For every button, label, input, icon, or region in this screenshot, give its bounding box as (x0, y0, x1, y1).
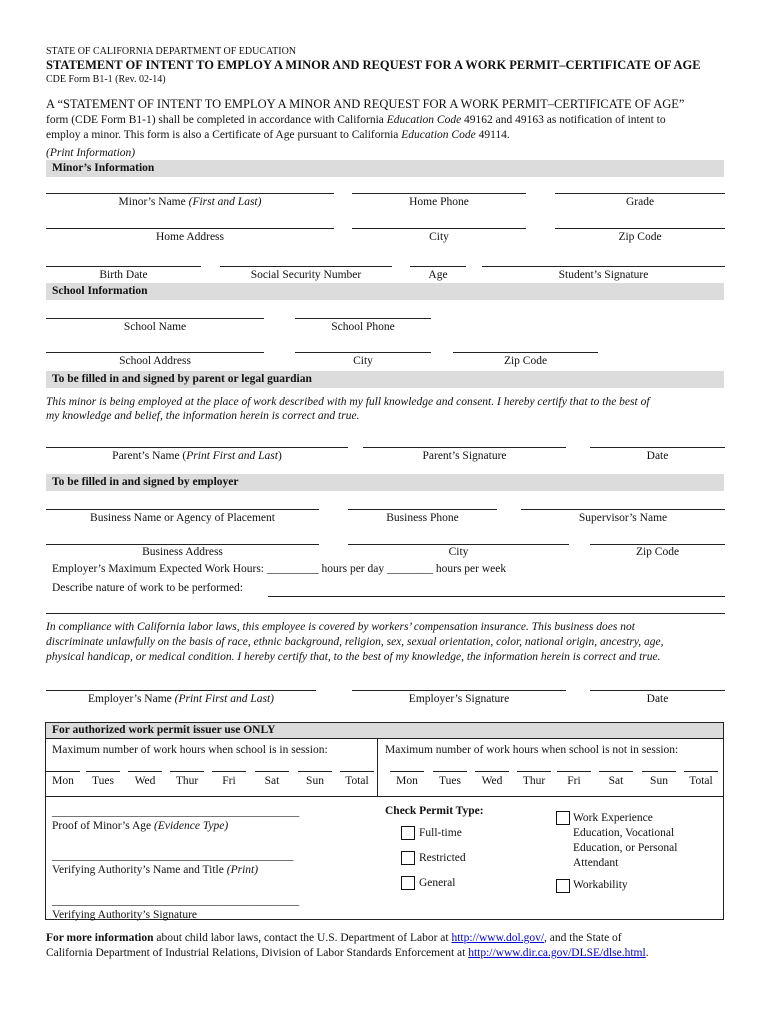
employer-signature-label: Employer’s Signature (408, 693, 510, 705)
birth-date-label: Birth Date (99, 269, 148, 281)
home-phone-label: Home Phone (409, 196, 469, 208)
birth-date-field[interactable] (46, 266, 201, 267)
minor-zip-field[interactable] (555, 228, 725, 229)
in-session-tues-hours-field[interactable] (86, 771, 120, 772)
minor-zip-label: Zip Code (618, 231, 662, 243)
school-zip-field[interactable] (453, 352, 598, 353)
hours-per-week-field[interactable]: ________ (386, 563, 433, 575)
age-label: Age (428, 269, 448, 281)
parent-date-field[interactable] (590, 447, 725, 448)
general-label: General (419, 877, 456, 889)
school-city-label: City (353, 355, 373, 367)
school-city-field[interactable] (295, 352, 431, 353)
business-name-field[interactable] (46, 509, 319, 510)
not-in-session-wed-label: Wed (481, 775, 503, 787)
not-in-session-tues-label: Tues (439, 775, 461, 787)
verifying-name-field[interactable]: __________________________________________ (52, 850, 294, 862)
school-address-field[interactable] (46, 352, 264, 353)
business-zip-field[interactable] (590, 544, 725, 545)
hours-per-day-field[interactable]: _________ (266, 563, 319, 575)
minor-city-field[interactable] (352, 228, 526, 229)
minor-city-label: City (429, 231, 449, 243)
in-session-sun-label: Sun (306, 775, 324, 787)
restricted-checkbox[interactable] (401, 851, 415, 865)
in-session-label: Maximum number of work hours when school is in session: (52, 744, 328, 756)
nature-of-work-label: Describe nature of work to be performed: (52, 582, 243, 594)
in-session-total-hours-field[interactable] (340, 771, 374, 772)
compliance-line-2: discriminate unlawfully on the basis of race, ethnic background, religion, sex, sexual orientation, color, national origin, ancestry, age, (46, 636, 664, 648)
business-phone-field[interactable] (348, 509, 497, 510)
grade-field[interactable] (555, 193, 725, 194)
nature-of-work-field-2[interactable] (46, 613, 725, 614)
parent-statement-1: This minor is being employed at the place of work described with my full knowledge and consent. I hereby certify that to the best of (46, 396, 650, 408)
proof-of-age-field[interactable]: ___________________________________________ (52, 806, 300, 818)
work-experience-label-2: Education, Vocational (573, 827, 675, 839)
footer-line-1: For more information about child labor laws, contact the U.S. Department of Labor at http://www.dol.gov/, and the State of (46, 932, 622, 944)
in-session-mon-hours-field[interactable] (46, 771, 80, 772)
supervisor-name-label: Supervisor’s Name (578, 512, 668, 524)
school-address-label: School Address (119, 355, 191, 367)
parent-signature-label: Parent’s Signature (422, 450, 507, 462)
not-in-session-thur-label: Thur (522, 775, 546, 787)
in-session-tues-label: Tues (92, 775, 114, 787)
employer-signature-field[interactable] (352, 690, 566, 691)
not-in-session-wed-hours-field[interactable] (475, 771, 509, 772)
not-in-session-fri-hours-field[interactable] (557, 771, 591, 772)
in-session-sat-label: Sat (264, 775, 280, 787)
in-session-fri-hours-field[interactable] (212, 771, 246, 772)
student-signature-label: Student’s Signature (558, 269, 649, 281)
business-name-label: Business Name or Agency of Placement (90, 512, 275, 524)
school-name-field[interactable] (46, 318, 264, 319)
ssn-label: Social Security Number (250, 269, 362, 281)
form-title: STATEMENT OF INTENT TO EMPLOY A MINOR AND REQUEST FOR A WORK PERMIT–CERTIFICATE OF AGE (46, 58, 701, 72)
school-section-header: School Information (46, 283, 724, 300)
employer-date-label: Date (646, 693, 669, 705)
work-experience-label-4: Attendant (573, 857, 619, 869)
grade-label: Grade (625, 196, 655, 208)
intro-line-1: A “STATEMENT OF INTENT TO EMPLOY A MINOR AND REQUEST FOR A WORK PERMIT–CERTIFICATE OF AGE” (46, 97, 685, 111)
intro-line-3: employ a minor. This form is also a Certificate of Age pursuant to California Education Code 49114. (46, 129, 510, 141)
not-in-session-sun-hours-field[interactable] (642, 771, 676, 772)
not-in-session-sat-hours-field[interactable] (599, 771, 633, 772)
parent-section-header: To be filled in and signed by parent or legal guardian (46, 371, 724, 388)
dol-link[interactable]: http://www.dol.gov/ (451, 932, 545, 944)
in-session-fri-label: Fri (222, 775, 236, 787)
business-city-field[interactable] (348, 544, 569, 545)
employer-section-header: To be filled in and signed by employer (46, 474, 724, 491)
business-zip-label: Zip Code (635, 546, 680, 558)
minor-name-label: Minor’s Name (First and Last) (118, 196, 262, 208)
ssn-field[interactable] (220, 266, 392, 267)
school-phone-field[interactable] (295, 318, 431, 319)
in-session-thur-hours-field[interactable] (170, 771, 204, 772)
employer-name-field[interactable] (46, 690, 316, 691)
general-checkbox[interactable] (401, 876, 415, 890)
not-in-session-label: Maximum number of work hours when school is not in session: (385, 744, 679, 756)
intro-line-2: form (CDE Form B1-1) shall be completed in accordance with California Education Code 49162 and 49163 as notification of intent to (46, 114, 666, 126)
restricted-label: Restricted (419, 852, 466, 864)
not-in-session-mon-label: Mon (396, 775, 418, 787)
workability-label: Workability (573, 879, 628, 891)
school-phone-label: School Phone (331, 321, 395, 333)
dlse-link[interactable]: http://www.dir.ca.gov/DLSE/dlse.html (468, 947, 646, 959)
home-address-field[interactable] (46, 228, 334, 229)
in-session-sat-hours-field[interactable] (255, 771, 289, 772)
full-time-checkbox[interactable] (401, 826, 415, 840)
agency-name: STATE OF CALIFORNIA DEPARTMENT OF EDUCATION (46, 46, 297, 57)
in-session-wed-hours-field[interactable] (128, 771, 162, 772)
not-in-session-tues-hours-field[interactable] (433, 771, 467, 772)
supervisor-name-field[interactable] (521, 509, 725, 510)
parent-name-label: Parent’s Name (Print First and Last) (112, 450, 282, 462)
compliance-line-1: In compliance with California labor laws, this employee is covered by workers’ compensation insurance. This business does not (46, 621, 635, 633)
work-experience-label-1: Work Experience (573, 812, 653, 824)
business-address-label: Business Address (142, 546, 223, 558)
business-phone-label: Business Phone (386, 512, 459, 524)
age-field[interactable] (410, 266, 466, 267)
nature-of-work-field[interactable] (268, 596, 725, 597)
in-session-wed-label: Wed (134, 775, 156, 787)
check-permit-type-label: Check Permit Type: (385, 805, 484, 817)
compliance-line-3: physical handicap, or medical condition. I hereby certify that, to the best of my knowledge, the information herein is correct and true. (46, 651, 661, 663)
employer-name-label: Employer’s Name (Print First and Last) (87, 693, 274, 705)
form-id: CDE Form B1-1 (Rev. 02-14) (46, 74, 166, 85)
issuer-header: For authorized work permit issuer use ONLY (46, 723, 723, 738)
verifying-signature-label: Verifying Authority’s Signature (52, 909, 198, 921)
not-in-session-total-hours-field[interactable] (684, 771, 718, 772)
verifying-name-label: Verifying Authority’s Name and Title (Print) (52, 864, 259, 876)
parent-signature-field[interactable] (363, 447, 566, 448)
not-in-session-total-label: Total (689, 775, 713, 787)
business-address-field[interactable] (46, 544, 319, 545)
print-note: (Print Information) (46, 147, 136, 159)
student-signature-field[interactable] (482, 266, 725, 267)
in-session-total-label: Total (345, 775, 369, 787)
work-experience-label-3: Education, or Personal (573, 842, 678, 854)
footer-line-2: California Department of Industrial Relations, Division of Labor Standards Enforcement at http://www.dir.ca.gov/DLSE/dlse.html. (46, 947, 649, 959)
full-time-label: Full-time (419, 827, 462, 839)
home-phone-field[interactable] (352, 193, 526, 194)
parent-name-field[interactable] (46, 447, 348, 448)
not-in-session-fri-label: Fri (567, 775, 581, 787)
verifying-signature-field[interactable]: ___________________________________________ (52, 895, 300, 907)
proof-of-age-label: Proof of Minor’s Age (Evidence Type) (52, 820, 229, 832)
parent-statement-2: my knowledge and belief, the information herein is correct and true. (46, 410, 360, 422)
workability-checkbox[interactable] (556, 879, 570, 893)
employer-date-field[interactable] (590, 690, 725, 691)
in-session-mon-label: Mon (52, 775, 74, 787)
not-in-session-sun-label: Sun (650, 775, 668, 787)
not-in-session-sat-label: Sat (608, 775, 624, 787)
school-name-label: School Name (123, 321, 187, 333)
parent-date-label: Date (646, 450, 669, 462)
in-session-thur-label: Thur (175, 775, 199, 787)
not-in-session-thur-hours-field[interactable] (517, 771, 551, 772)
minor-section-header: Minor’s Information (46, 160, 724, 177)
max-hours-row: Employer’s Maximum Expected Work Hours: _________ hours per day ________ hours per week (52, 563, 507, 575)
home-address-label: Home Address (155, 231, 225, 243)
not-in-session-mon-hours-field[interactable] (390, 771, 424, 772)
work-experience-checkbox[interactable] (556, 811, 570, 825)
school-zip-label: Zip Code (503, 355, 548, 367)
minor-name-field[interactable] (46, 193, 334, 194)
business-city-label: City (448, 546, 469, 558)
in-session-sun-hours-field[interactable] (298, 771, 332, 772)
